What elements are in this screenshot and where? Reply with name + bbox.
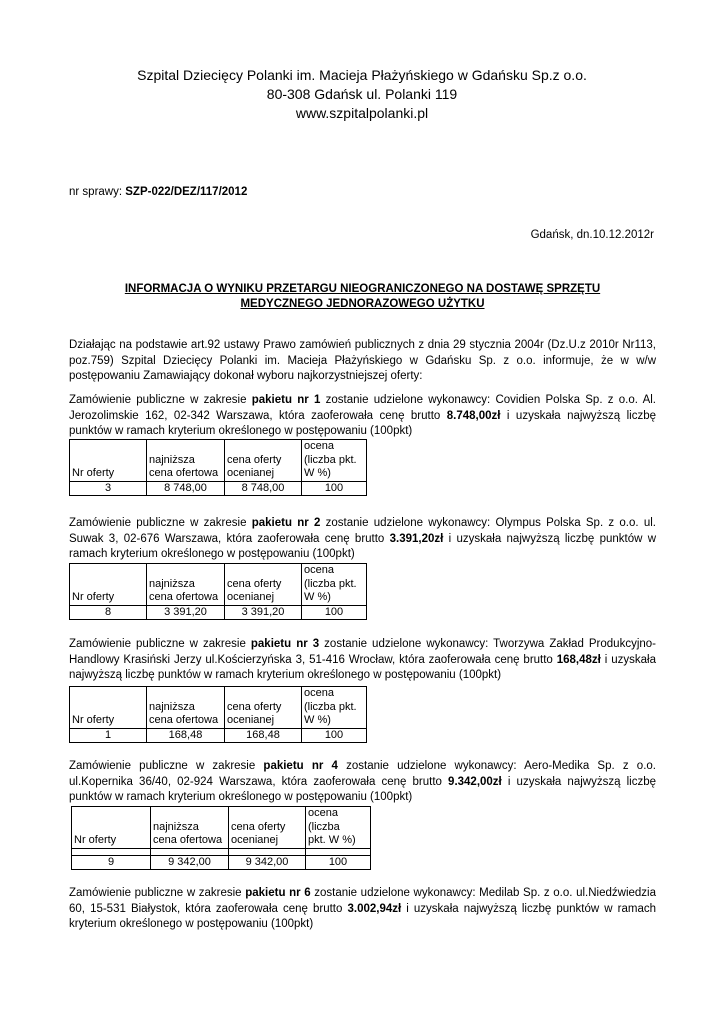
cell-score: 100 <box>302 728 367 743</box>
table-row <box>70 481 367 496</box>
package-number: pakietu nr 1 <box>251 394 321 406</box>
package-number: pakietu nr 2 <box>251 517 321 529</box>
header-text: cena ofertowa <box>149 591 219 603</box>
header-text: cena ofertowa <box>153 834 223 846</box>
case-label: nr sprawy: <box>69 186 126 198</box>
package-2-table <box>69 563 367 620</box>
header-offer-number: Nr oferty <box>70 440 147 482</box>
cell-score: 100 <box>302 605 367 620</box>
package-2-paragraph <box>69 516 656 563</box>
package-text: zostanie udzielone wykonawcy: Aero-Medika Sp. z o.o. ul.Kopernika 36/40, 02-924 Warszawa, która zaoferowała cenę brutto <box>69 760 656 788</box>
header-text: ocenianej <box>227 591 275 603</box>
document-date: Gdańsk, dn.10.12.2012r <box>530 229 654 241</box>
header-text: ocena <box>304 687 334 699</box>
package-3-paragraph <box>69 637 656 684</box>
header-text: ocena <box>304 564 334 576</box>
header-text: cena ofertowa <box>149 467 219 479</box>
hospital-header <box>0 66 724 123</box>
table-header-row <box>70 564 367 606</box>
header-text: W %) <box>304 714 331 726</box>
header-text: W %) <box>304 591 331 603</box>
package-text: Zamówienie publiczne w zakresie <box>69 887 246 899</box>
package-text: Zamówienie publiczne w zakresie <box>69 638 251 650</box>
hospital-address: 80-308 Gdańsk ul. Polanki 119 <box>266 86 458 102</box>
header-score <box>306 807 371 849</box>
header-text: cena oferty <box>227 577 282 590</box>
package-text: i uzyskała najwyższą liczbę punktów w ramach kryterium określonego w postępowaniu (100pkt) <box>69 902 656 930</box>
package-text: Zamówienie publiczne w zakresie <box>69 517 252 529</box>
package-text: Zamówienie publiczne w zakresie <box>69 394 252 406</box>
package-text: zostanie udzielone wykonawcy: Tworzywa Zakład Produkcyjno-Handlowy Krasiński Jerzy ul.Kościerzyńska 3, 51-416 Wrocław, która zaoferowała cenę brutto <box>69 638 656 666</box>
header-text: cena ofertowa <box>149 714 219 726</box>
cell-offer-number: 8 <box>70 605 147 620</box>
header-lowest-price <box>147 687 225 729</box>
package-4-table <box>71 806 371 870</box>
cell-evaluated-price: 8 748,00 <box>225 481 302 496</box>
spacer-cell <box>229 848 306 855</box>
header-text: ocenianej <box>227 467 275 479</box>
package-number: pakietu nr 6 <box>245 887 311 899</box>
header-text: (liczba <box>308 820 340 833</box>
table-row <box>70 605 367 620</box>
package-text: i uzyskała najwyższą liczbę punktów w ramach kryterium określonego w postępowaniu (100pkt) <box>69 653 657 681</box>
header-text: ocenianej <box>231 834 279 846</box>
spacer-cell <box>306 848 371 855</box>
header-text: ocena <box>304 440 334 452</box>
table-header-row <box>70 440 367 482</box>
table-spacer-row <box>72 848 371 855</box>
package-3-table <box>69 686 367 743</box>
spacer-cell <box>151 848 229 855</box>
header-lowest-price <box>147 564 225 606</box>
header-text: cena oferty <box>227 700 282 713</box>
header-text: najniższa <box>153 820 199 833</box>
document-title <box>69 282 656 312</box>
package-text: i uzyskała najwyższą liczbę punktów w ramach kryterium określonego w postępowaniu (100pkt) <box>69 532 657 560</box>
header-offer-number: Nr oferty <box>72 807 151 849</box>
table-row <box>70 728 367 743</box>
cell-lowest-price: 3 391,20 <box>147 605 225 620</box>
header-lowest-price <box>151 807 229 849</box>
hospital-name: Szpital Dziecięcy Polanki im. Macieja Płażyńskiego w Gdańsku Sp.z o.o. <box>137 67 587 83</box>
package-price: 168,48zł <box>556 653 601 666</box>
package-text: i uzyskała najwyższą liczbę punktów w ramach kryterium określonego w postępowaniu (100pkt) <box>69 775 656 803</box>
cell-evaluated-price: 3 391,20 <box>225 605 302 620</box>
header-evaluated-price <box>225 687 302 729</box>
package-price: 9.342,00zł <box>448 775 502 788</box>
header-text: ocenianej <box>227 714 275 726</box>
package-text: zostanie udzielone wykonawcy: Covidien Polska Sp. z o.o. Al. Jerozolimskie 162, 02-342 Warszawa, która zaoferowała cenę brutto <box>69 394 656 422</box>
header-evaluated-price <box>225 440 302 482</box>
cell-lowest-price: 168,48 <box>147 728 225 743</box>
header-offer-number: Nr oferty <box>70 687 147 729</box>
header-score <box>302 687 367 729</box>
header-text: (liczba pkt. <box>304 453 357 466</box>
spacer-cell <box>72 848 151 855</box>
package-6-paragraph <box>69 886 656 933</box>
title-line-2: MEDYCZNEGO JEDNORAZOWEGO UŻYTKU <box>240 298 485 310</box>
cell-offer-number: 9 <box>72 855 151 870</box>
package-text: zostanie udzielone wykonawcy: Medilab Sp. z o.o. ul.Niedźwiedzia 60, 15-531 Białystok, która zaoferowała cenę brutto <box>69 887 656 915</box>
package-text: i uzyskała najwyższą liczbę punktów w ramach kryterium określonego w postępowaniu (100pkt) <box>69 409 656 437</box>
case-value: SZP-022/DEZ/117/2012 <box>125 186 248 198</box>
package-text: zostanie udzielone wykonawcy: Olympus Polska Sp. z o.o. ul. Suwak 3, 02-676 Warszawa, która zaoferowała cenę brutto <box>69 517 656 545</box>
cell-offer-number: 1 <box>70 728 147 743</box>
header-text: cena oferty <box>231 820 286 833</box>
header-text: najniższa <box>149 453 195 466</box>
table-header-row <box>70 687 367 729</box>
package-4-paragraph <box>69 759 656 806</box>
package-price: 3.002,94zł <box>347 902 402 915</box>
header-text: (liczba pkt. <box>304 577 357 590</box>
header-offer-number: Nr oferty <box>70 564 147 606</box>
case-number <box>69 186 247 198</box>
intro-paragraph: Działając na podstawie art.92 ustawy Prawo zamówień publicznych z dnia 29 stycznia 2004r (Dz.U.z 2010r Nr113, poz.759) Szpital Dziecięcy Polanki im. Macieja Płażyńskiego w Gdańsku Sp. z o.o. informuje, że w w/w postępowaniu Zamawiający dokonał wyboru najkorzystniejszej oferty: <box>69 339 656 382</box>
header-text: najniższa <box>149 700 195 713</box>
header-score <box>302 440 367 482</box>
cell-lowest-price: 9 342,00 <box>151 855 229 870</box>
cell-offer-number: 3 <box>70 481 147 496</box>
table-row <box>72 855 371 870</box>
package-number: pakietu nr 4 <box>263 760 338 772</box>
package-price: 8.748,00zł <box>446 409 501 422</box>
cell-score: 100 <box>302 481 367 496</box>
header-text: ocena <box>308 807 338 819</box>
cell-score: 100 <box>306 855 371 870</box>
header-text: cena oferty <box>227 453 282 466</box>
package-1-paragraph <box>69 393 656 440</box>
cell-evaluated-price: 9 342,00 <box>229 855 306 870</box>
cell-evaluated-price: 168,48 <box>225 728 302 743</box>
package-text: Zamówienie publiczne w zakresie <box>69 760 264 772</box>
header-text: pkt. W %) <box>308 834 356 846</box>
package-number: pakietu nr 3 <box>250 638 320 650</box>
package-price: 3.391,20zł <box>389 532 444 545</box>
title-line-1: INFORMACJA O WYNIKU PRZETARGU NIEOGRANICZONEGO NA DOSTAWĘ SPRZĘTU <box>124 283 601 295</box>
header-evaluated-price <box>229 807 306 849</box>
header-text: W %) <box>304 467 331 479</box>
hospital-website: www.szpitalpolanki.pl <box>295 105 429 121</box>
header-score <box>302 564 367 606</box>
header-text: (liczba pkt. <box>304 700 357 713</box>
header-lowest-price <box>147 440 225 482</box>
table-header-row <box>72 807 371 849</box>
header-text: najniższa <box>149 577 195 590</box>
package-1-table <box>69 439 367 496</box>
header-evaluated-price <box>225 564 302 606</box>
cell-lowest-price: 8 748,00 <box>147 481 225 496</box>
